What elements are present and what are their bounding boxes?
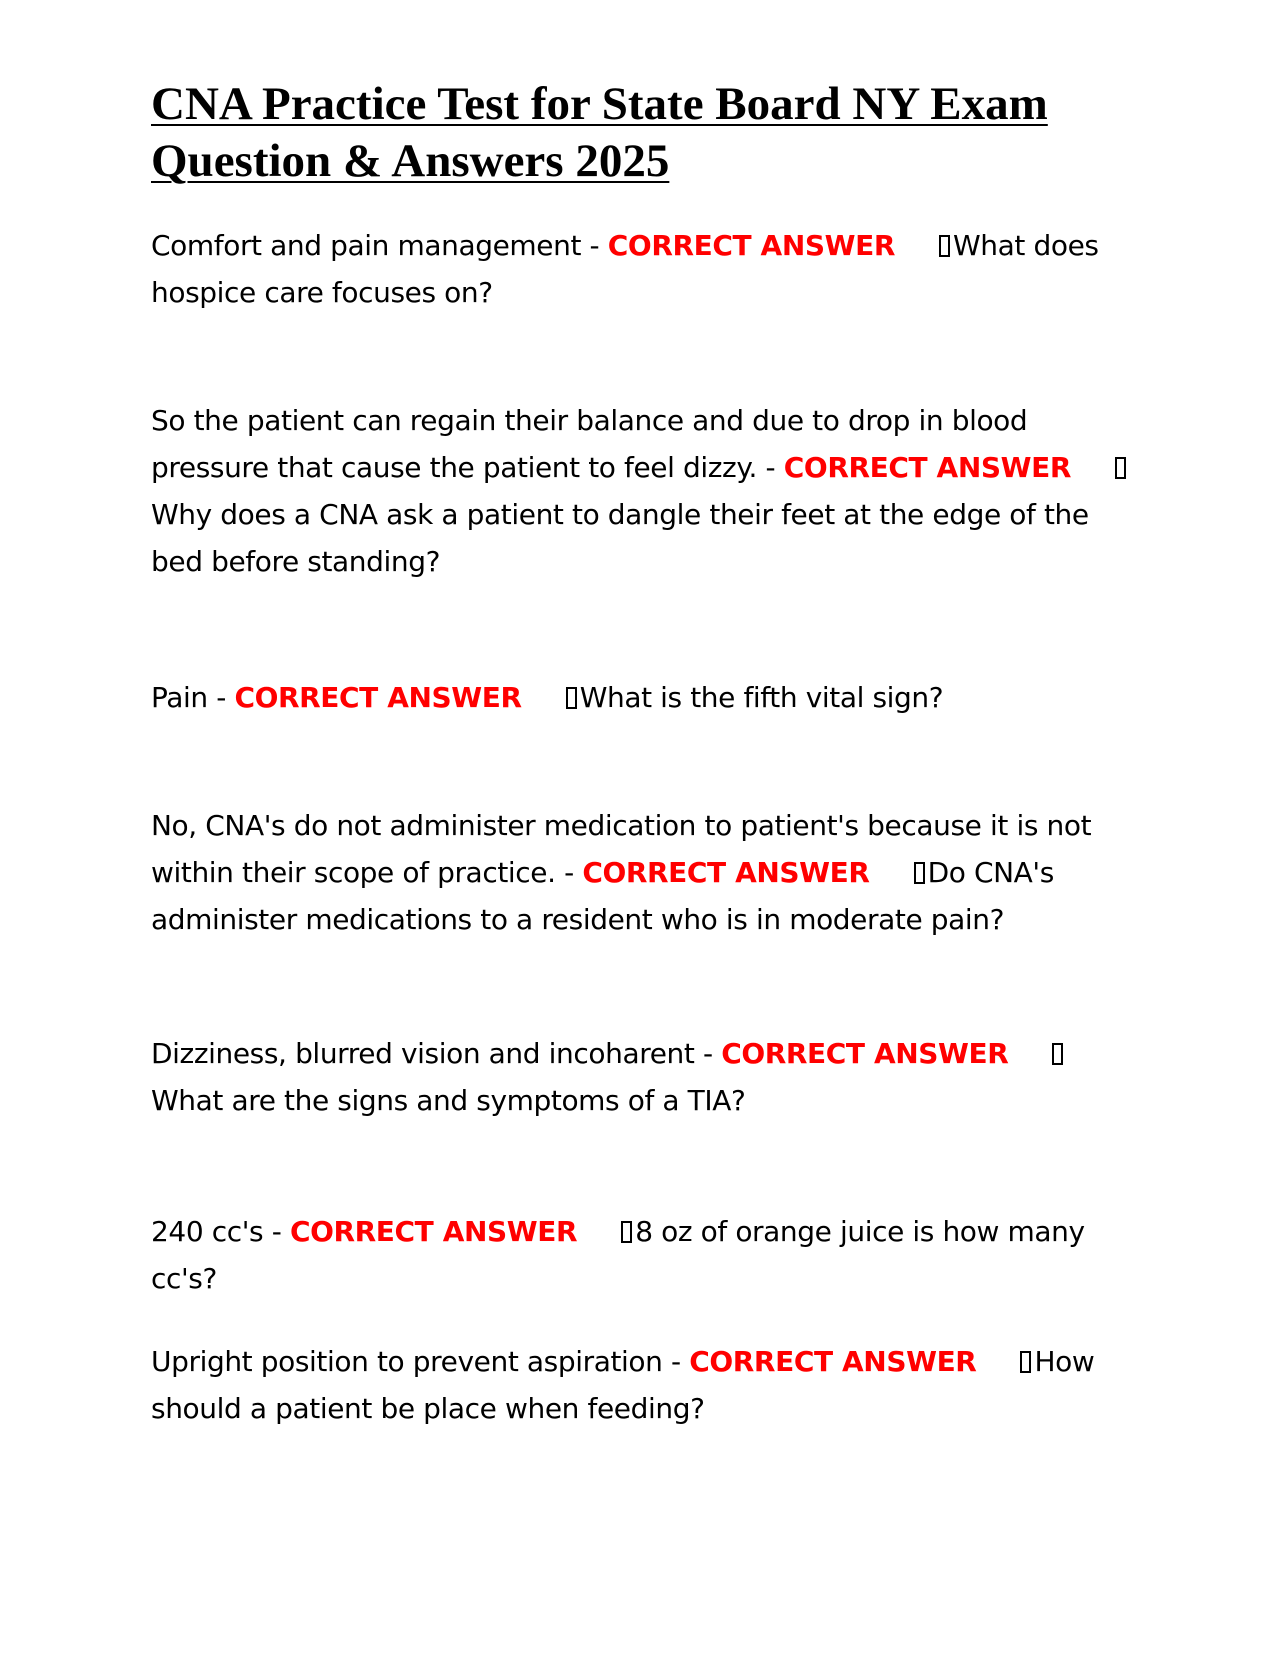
qa-item-2 [151,397,1131,585]
box-glyph-icon [939,235,950,257]
qa-item-5 [151,1030,1131,1124]
correct-answer-label: CORRECT ANSWER [783,451,1072,484]
correct-answer-label: CORRECT ANSWER [582,856,870,889]
separator: - [757,451,784,484]
answer-text: Pain [151,681,208,714]
qa-item-7 [151,1338,1131,1432]
correct-answer-label: CORRECT ANSWER [607,229,896,262]
qa-item-3 [151,674,1131,721]
box-glyph-icon [1115,457,1126,479]
qa-item-4 [151,802,1131,943]
correct-answer-label: CORRECT ANSWER [289,1215,578,1248]
box-glyph-icon [1052,1043,1063,1065]
document-title: CNA Practice Test for State Board NY Exam Question & Answers 2025 [151,78,1048,187]
box-glyph-icon [914,862,925,884]
answer-text: So the patient can regain their balance and due to drop in blood pressure that cause the patient to feel dizzy. [151,404,1028,484]
question-text: 8 oz of orange juice is how many cc's? [151,1215,1085,1295]
answer-text: Upright position to prevent aspiration [151,1345,663,1378]
question-text: What are the signs and symptoms of a TIA? [151,1084,746,1117]
box-glyph-icon [621,1221,632,1243]
answer-text: 240 cc's [151,1215,264,1248]
correct-answer-label: CORRECT ANSWER [234,681,522,714]
separator: - [662,1345,690,1378]
separator: - [555,856,583,889]
qa-item-6 [151,1208,1131,1302]
question-text: Why does a CNA ask a patient to dangle their feet at the edge of the bed before standing? [151,498,1089,578]
question-text: How should a patient be place when feeding? [151,1345,1095,1425]
answer-text: No, CNA's do not administer medication to patient's because it is not within their scope of practice. [151,809,1092,889]
correct-answer-label: CORRECT ANSWER [689,1345,977,1378]
correct-answer-label: CORRECT ANSWER [721,1037,1009,1070]
separator: - [263,1215,290,1248]
question-text: What is the fifth vital sign? [579,681,944,714]
box-glyph-icon [1020,1351,1031,1373]
question-text: What does hospice care focuses on? [151,229,1099,309]
answer-text: Dizziness, blurred vision and incoharent [151,1037,695,1070]
qa-item-1 [151,222,1131,316]
answer-text: Comfort and pain management [151,229,582,262]
separator: - [581,229,608,262]
separator: - [207,681,235,714]
box-glyph-icon [566,687,577,709]
question-text: Do CNA's administer medications to a resident who is in moderate pain? [151,856,1054,936]
separator: - [694,1037,722,1070]
